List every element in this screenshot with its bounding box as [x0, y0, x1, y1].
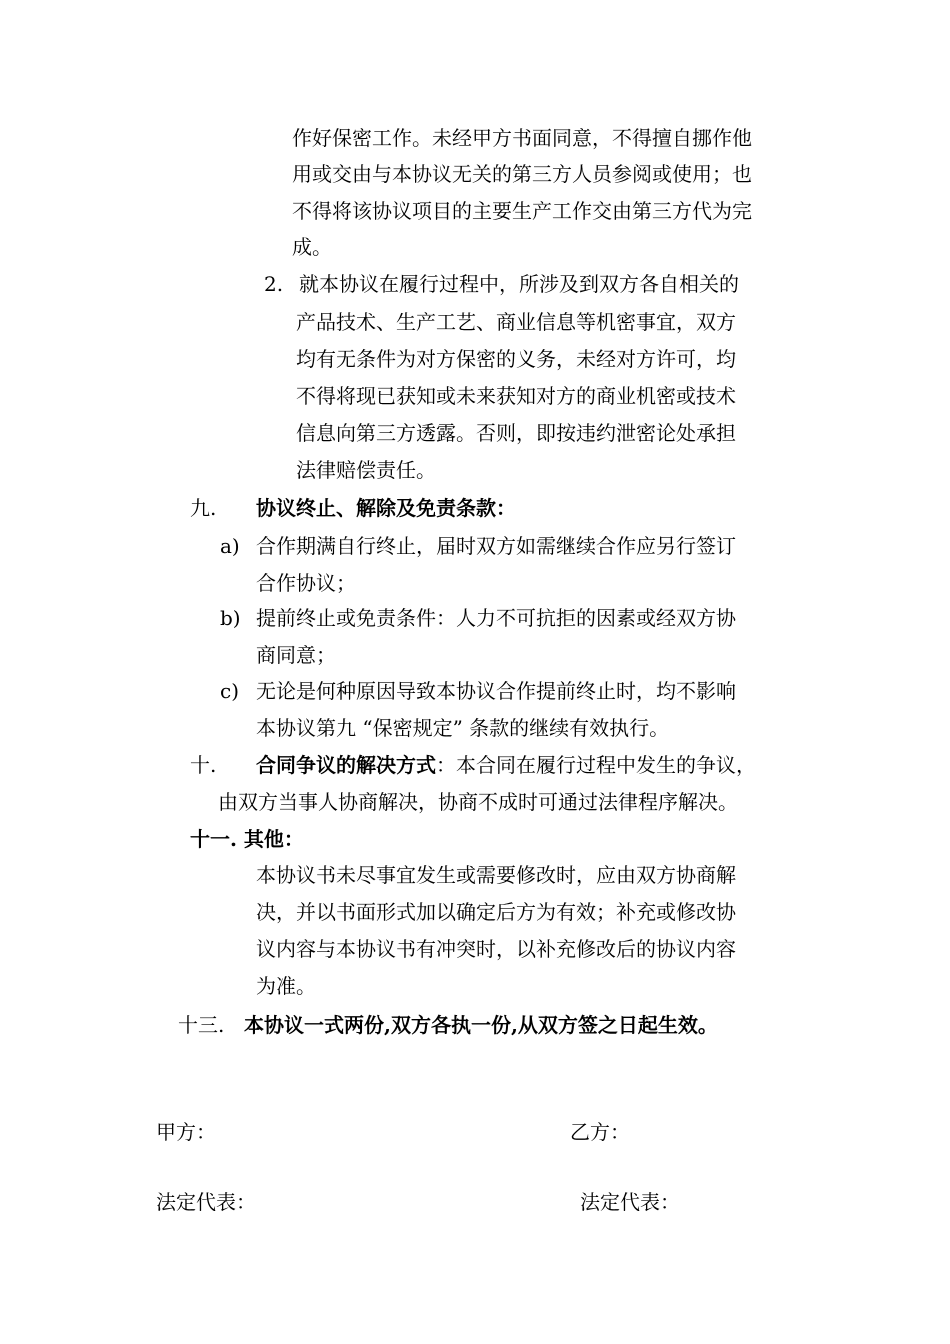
clause13-text: 本协议一式两份,双方各执一份,从双方签之日起生效。 — [244, 1013, 718, 1037]
clause9-item-line: 商同意； — [256, 643, 336, 667]
clause9-item-line: 无论是何种原因导致本协议合作提前终止时，均不影响 — [256, 679, 736, 703]
clause9-number: 九. — [190, 496, 217, 520]
clause13-number: 十三. — [178, 1013, 225, 1037]
clause9-item-marker: b) — [220, 606, 241, 630]
clause9-item-line: 合作协议； — [256, 571, 356, 595]
clause10-line: 由双方当事人协商解决，协商不成时可通过法律程序解决。 — [218, 790, 738, 814]
clause11-line: 为准。 — [256, 974, 316, 998]
clause10-number: 十. — [190, 753, 217, 777]
clause11-line: 决，并以书面形式加以确定后方为有效；补充或修改协 — [256, 900, 736, 924]
clause11-heading: 十一. 其他： — [190, 827, 304, 851]
clause9-item-line: 本协议第九 “保密规定” 条款的继续有效执行。 — [256, 716, 670, 740]
party-b-label: 乙方： — [570, 1120, 630, 1144]
legal-rep-b-label: 法定代表： — [580, 1190, 680, 1214]
item2-line: 不得将现已获知或未来获知对方的商业机密或技术 — [296, 384, 736, 408]
clause8-line: 用或交由与本协议无关的第三方人员参阅或使用；也 — [292, 162, 752, 186]
item2-line: 产品技术、生产工艺、商业信息等机密事宜，双方 — [296, 310, 736, 334]
clause11-line: 本协议书未尽事宜发生或需要修改时，应由双方协商解 — [256, 863, 736, 887]
clause9-item-line: 合作期满自行终止，届时双方如需继续合作应另行签订 — [256, 534, 736, 558]
clause8-line: 成。 — [292, 235, 332, 259]
clause9-item-line: 提前终止或免责条件：人力不可抗拒的因素或经双方协 — [256, 606, 736, 630]
item2-line: 就本协议在履行过程中，所涉及到双方各自相关的 — [299, 272, 739, 296]
item2-line: 法律赔偿责任。 — [296, 458, 436, 482]
clause10-text: ：本合同在履行过程中发生的争议， — [436, 753, 756, 777]
item-number: 2. — [264, 272, 284, 296]
item2-line: 均有无条件为对方保密的义务，未经对方许可，均 — [296, 347, 736, 371]
item2-line: 信息向第三方透露。否则，即按违约泄密论处承担 — [296, 421, 736, 445]
clause9-item-marker: a) — [220, 534, 240, 558]
clause10-title: 合同争议的解决方式 — [256, 753, 436, 777]
clause8-line: 不得将该协议项目的主要生产工作交由第三方代为完 — [292, 199, 752, 223]
legal-rep-a-label: 法定代表： — [156, 1190, 256, 1214]
party-a-label: 甲方： — [156, 1120, 216, 1144]
clause9-title: 协议终止、解除及免责条款： — [256, 496, 516, 520]
clause11-line: 议内容与本协议书有冲突时，以补充修改后的协议内容 — [256, 937, 736, 961]
clause9-item-marker: c) — [220, 679, 240, 703]
clause10-line — [256, 751, 756, 779]
clause8-line: 作好保密工作。未经甲方书面同意，不得擅自挪作他 — [292, 126, 752, 150]
